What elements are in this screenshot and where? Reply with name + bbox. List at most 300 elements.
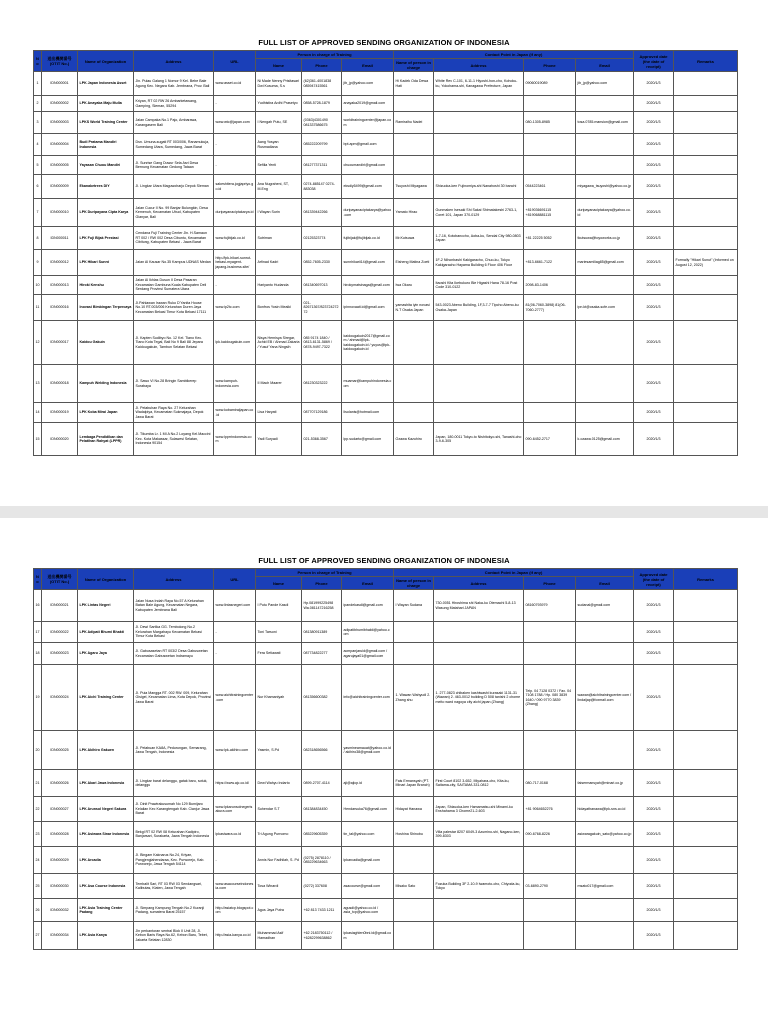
cell-contact-address xyxy=(434,134,524,156)
cell-no: 25 xyxy=(34,874,42,899)
cell-remarks xyxy=(674,96,738,112)
cell-contact-address xyxy=(434,365,524,403)
header-contact-group: Contact Point in Japan (if any) xyxy=(394,569,634,577)
cell-contact-email xyxy=(576,96,634,112)
cell-contact-email[interactable]: sudanal@gmail.com xyxy=(576,590,634,622)
cell-org-name: LPK Asia Training Center Padang xyxy=(78,899,134,922)
cell-contact-name xyxy=(394,847,434,874)
cell-contact-name: Iwa Okaru xyxy=(394,276,434,295)
cell-person-email[interactable]: agusdi@yahoo.co.id / asia_tcp@yahoo.com xyxy=(342,899,394,922)
cell-org-name: Inovasi Bimbingan Terpercaya xyxy=(78,295,134,321)
cell-person-name: Ni Made Nenny Prisitasari Dwi Kusuma, S.s xyxy=(256,72,302,96)
header-remarks: Remarks xyxy=(674,51,738,72)
cell-contact-name: Fais Ermansyah (PT. Minari Japan Branch) xyxy=(394,770,434,797)
table-row xyxy=(34,250,738,276)
cell-contact-email xyxy=(576,403,634,423)
cell-contact-email[interactable]: duripayanaciptakarya@yahoo.co.id xyxy=(576,199,634,227)
cell-contact-name xyxy=(394,622,434,643)
cell-approved-date: 2020/1/3 xyxy=(634,276,674,295)
cell-otit-no: IDN000029 xyxy=(42,847,78,874)
cell-contact-name: Yamato Hirao xyxy=(394,199,434,227)
table-row xyxy=(34,276,738,295)
cell-no: 18 xyxy=(34,643,42,665)
cell-no: 10 xyxy=(34,276,42,295)
cell-address: Jl. Simpang Kampung Tengah No.2 Kuranji Padang, sumatera Barat 25157 xyxy=(134,899,214,922)
cell-url[interactable]: www.lpk-akihiro.com xyxy=(214,731,256,770)
cell-contact-address xyxy=(434,156,524,175)
cell-contact-phone: 03-6890-2790 xyxy=(524,874,576,899)
cell-address: Jl. Pelabuhan Raya No. 27 Kelurahan Wadalpiya, Kecamatan Sukmajaya, Depok Jawa Barat xyxy=(134,403,214,423)
table-row xyxy=(34,295,738,321)
cell-person-phone: 0274-885147 0274-883038 xyxy=(302,175,342,199)
cell-person-phone: +62 813 7433 1211 xyxy=(302,899,342,922)
cell-person-phone: 081277371311 xyxy=(302,156,342,175)
cell-url[interactable]: lpkasiwara.co.id xyxy=(214,822,256,847)
cell-contact-phone: 090-6768-8226 xyxy=(524,822,576,847)
cell-otit-no: IDN000020 xyxy=(42,423,78,456)
header-org-name: Name of Organization xyxy=(78,51,134,72)
cell-remarks xyxy=(674,899,738,922)
cell-contact-phone: 080-1305-8985 xyxy=(524,112,576,134)
cell-contact-phone xyxy=(524,847,576,874)
table-row xyxy=(34,227,738,250)
cell-address: Jl. Kapten Sudibyo No. 12 Kel. Tiano Kec. Tiano Kota Tegal, Bali No 9 Bali 88 Jepara Kaidougakuin, Tambun Selatan Bekasi xyxy=(134,321,214,365)
cell-org-name: LPK Arcadia xyxy=(78,847,134,874)
cell-approved-date: 2020/1/3 xyxy=(634,96,674,112)
cell-url[interactable]: www.lpprrindonesia.com xyxy=(214,423,256,456)
cell-contact-address: Japan, 180-0011 Tokyo-to Nishitokyo-shi, Tanashi-cho 3-9-6-305 xyxy=(434,423,524,456)
cell-contact-phone: 08160793979 xyxy=(524,590,576,622)
cell-url[interactable]: sakeshitera.jogjapriyo.go.id xyxy=(214,175,256,199)
cell-remarks xyxy=(674,276,738,295)
cell-contact-phone: 090-6452-2717 xyxy=(524,423,576,456)
cell-remarks xyxy=(674,72,738,96)
cell-person-email[interactable]: muamar@kampuhindonesia.com xyxy=(342,365,394,403)
cell-contact-email xyxy=(576,321,634,365)
cell-contact-phone xyxy=(524,96,576,112)
cell-person-name: Yadi Suryadi xyxy=(256,423,302,456)
header-org-name: Name of Organization xyxy=(78,569,134,590)
cell-contact-email[interactable]: tkutsuwa@toyoworks.co.jp xyxy=(576,227,634,250)
cell-person-name: Muhammad Asif Hamadhan xyxy=(256,922,302,950)
cell-url[interactable]: duripayanaciptakarya.id xyxy=(214,199,256,227)
cell-contact-address xyxy=(434,96,524,112)
cell-person-email[interactable]: lpkarcadia@gmail.com xyxy=(342,847,394,874)
cell-contact-email xyxy=(576,922,634,950)
cell-contact-phone: 09060019089 xyxy=(524,72,576,96)
cell-contact-email[interactable]: k.ozawa.0125@gmail.com xyxy=(576,423,634,456)
table-row xyxy=(34,134,738,156)
cell-contact-address xyxy=(434,112,524,134)
cell-contact-email[interactable]: faisermansyah@minari.co.jp xyxy=(576,770,634,797)
cell-contact-name xyxy=(394,321,434,365)
header-approved-date: Approved date (the date of receipt) xyxy=(634,569,674,590)
cell-remarks xyxy=(674,643,738,665)
cell-person-name: Yasmin, S.Pd xyxy=(256,731,302,770)
cell-person-email[interactable]: info@aichitrainingcenter.com xyxy=(342,665,394,731)
cell-person-phone: 081356600382 xyxy=(302,665,342,731)
cell-person-phone: (62)361-4001838 085947415561 xyxy=(302,72,342,96)
cell-approved-date: 2020/1/3 xyxy=(634,622,674,643)
cell-person-phone: 081384834450 xyxy=(302,797,342,822)
cell-otit-no: IDN000025 xyxy=(42,731,78,770)
cell-person-phone: 081339442266 xyxy=(302,199,342,227)
cell-person-email[interactable]: lpp.sudarto@gmail.com xyxy=(342,423,394,456)
cell-contact-name xyxy=(394,731,434,770)
cell-contact-address xyxy=(434,622,524,643)
header-contact-name: Name of person in charge xyxy=(394,59,434,72)
cell-contact-email[interactable]: msato017@gmail.com xyxy=(576,874,634,899)
cell-contact-email[interactable]: ipn.kt@osaka-scfe.com xyxy=(576,295,634,321)
cell-url: - xyxy=(214,622,256,643)
cell-person-email[interactable]: lpkasiaghlen0bni.id@gmail.com xyxy=(342,922,394,950)
cell-approved-date: 2020/1/3 xyxy=(634,175,674,199)
document-title: FULL LIST OF APPROVED SENDING ORGANIZATION OF INDONESIA xyxy=(258,38,510,47)
cell-person-phone: (0275) 2878110 / 085229634663 xyxy=(302,847,342,874)
cell-url: - xyxy=(214,156,256,175)
header-contact-email: Email xyxy=(576,59,634,72)
cell-contact-phone: 2098-83-1406 xyxy=(524,276,576,295)
cell-remarks xyxy=(674,156,738,175)
cell-contact-email[interactable]: tosa.0785.mansion@gmail.com xyxy=(576,112,634,134)
cell-remarks xyxy=(674,922,738,950)
cell-org-name: LPK Anayaka Maju Mulia xyxy=(78,96,134,112)
cell-no: 1 xyxy=(34,72,42,96)
cell-person-email[interactable]: worldtrainingcenter@japan.com xyxy=(342,112,394,134)
header-contact-phone: Phone xyxy=(524,59,576,72)
cell-person-phone: 085222209799 xyxy=(302,134,342,156)
cell-person-email[interactable]: ipandekasdi@gmail.com xyxy=(342,590,394,622)
cell-contact-address: 730-0051 Hiroshima shi Naka-ku Otemachi 5-8-13 Wasung Matahari JAPAN xyxy=(434,590,524,622)
cell-url[interactable]: www.fujibijak.co.id xyxy=(214,227,256,250)
header-person-email: Email xyxy=(342,59,394,72)
cell-remarks xyxy=(674,227,738,250)
cell-contact-address xyxy=(434,847,524,874)
cell-remarks xyxy=(674,874,738,899)
cell-otit-no: IDN000012 xyxy=(42,250,78,276)
header-person-email: Email xyxy=(342,577,394,590)
cell-contact-address xyxy=(434,731,524,770)
cell-person-phone: 087707129186 xyxy=(302,403,342,423)
cell-org-name: LPK Adipati Bhumi Bhakti xyxy=(78,622,134,643)
cell-contact-name xyxy=(394,403,434,423)
cell-person-email[interactable]: sunnhikarii14@gmail.com xyxy=(342,250,394,276)
cell-url: - xyxy=(214,134,256,156)
cell-person-email[interactable]: fujibijak@fujibijak.co.id xyxy=(342,227,394,250)
cell-person-email[interactable]: kaidougakuin2017@gmail.com / ahmad@lpk-kaidougakuin.id / yuyus@lpk-kaidougakuin.id xyxy=(342,321,394,365)
cell-person-phone: 085 9174 1840 / 0813-6131-5869 / 0878-9497-7322 xyxy=(302,321,342,365)
cell-contact-phone: 080-717-0168 xyxy=(524,770,576,797)
cell-person-phone: 02125323774 xyxy=(302,227,342,250)
cell-person-email[interactable]: ipinnovaati.id@gmail.com xyxy=(342,295,394,321)
cell-otit-no: IDN000010 xyxy=(42,199,78,227)
cell-otit-no: IDN000004 xyxy=(42,134,78,156)
header-no: No xyxy=(34,51,42,72)
cell-person-name: II Mach Maarer xyxy=(256,365,302,403)
cell-address: Jalan Nusa Indah Raya No.57 A Kelurahan Batan Bale Agung, Kecamatan Negara, Kabupaten Jembrana Bali xyxy=(134,590,214,622)
cell-contact-address: Fozuka Building 3F 2-10-9 Iwamoto-cho, Chiyoda-ku, Tokyo xyxy=(434,874,524,899)
table-row xyxy=(34,643,738,665)
page-separator xyxy=(0,506,768,518)
cell-otit-no: IDN000019 xyxy=(42,403,78,423)
cell-approved-date: 2020/1/3 xyxy=(634,822,674,847)
cell-contact-email xyxy=(576,731,634,770)
header-person-name: Name xyxy=(256,577,302,590)
cell-otit-no: IDN000017 xyxy=(42,321,78,365)
cell-otit-no: IDN000021 xyxy=(42,590,78,622)
organization-table xyxy=(33,50,738,456)
cell-remarks xyxy=(674,365,738,403)
cell-contact-name xyxy=(394,922,434,950)
cell-contact-address: Shizuoka-ken Fujinomiya-shi Nanahoshi 30 banchi xyxy=(434,175,524,199)
cell-remarks xyxy=(674,112,738,134)
cell-person-name: Tosa Winardi xyxy=(256,874,302,899)
cell-person-phone: 081230323222 xyxy=(302,365,342,403)
cell-org-name: LPK Duripayana Cipta Karya xyxy=(78,199,134,227)
cell-org-name: LPK Koba Mirai Japan xyxy=(78,403,134,423)
cell-contact-phone: 81(06-7060-3898) 81(06-7060-2777) xyxy=(524,295,576,321)
cell-person-name: Arfinad Kadri xyxy=(256,250,302,276)
cell-otit-no: IDN000018 xyxy=(42,365,78,403)
cell-person-phone: 081380911389 xyxy=(302,622,342,643)
cell-person-name: Lisa Haryati xyxy=(256,403,302,423)
cell-otit-no: IDN000011 xyxy=(42,227,78,250)
cell-approved-date: 2020/1/3 xyxy=(634,321,674,365)
cell-remarks xyxy=(674,770,738,797)
cell-person-phone: 0852-7605-2330 xyxy=(302,250,342,276)
cell-address: Jalan Al Kausar No.35 Kampus UDNAS Medan xyxy=(134,250,214,276)
cell-contact-address: 1. 277-0823 chibaken kashiwashi kurasaki 1131-31 (Wawan) 2. 463-0012 building D 508 tanishi 2 chome meito ward nagoya city aichi japan (Zhang) xyxy=(434,665,524,731)
cell-approved-date: 2020/1/3 xyxy=(634,847,674,874)
cell-url[interactable]: www.lintasnegeri.com xyxy=(214,590,256,622)
cell-person-name: I Putu Pande Kasdi xyxy=(256,590,302,622)
cell-person-email[interactable]: hirokymatsinaga@gmail.com xyxy=(342,276,394,295)
header-otit-no-en: (OTIT No.) xyxy=(49,61,70,66)
cell-otit-no: IDN000003 xyxy=(42,112,78,134)
cell-contact-name xyxy=(394,134,434,156)
cell-approved-date: 2020/1/3 xyxy=(634,365,674,403)
cell-contact-name: Ramiraihu Nadei xyxy=(394,112,434,134)
header-person-group: Person in charge of Training xyxy=(256,569,394,577)
cell-person-email[interactable]: lisolanis@hotmail.com xyxy=(342,403,394,423)
cell-contact-phone xyxy=(524,134,576,156)
document-title: FULL LIST OF APPROVED SENDING ORGANIZATION OF INDONESIA xyxy=(258,556,510,565)
table-row xyxy=(34,797,738,822)
cell-url[interactable]: www.kampuh-indonesia.com xyxy=(214,365,256,403)
table-row xyxy=(34,899,738,922)
cell-url[interactable]: http://asiatcp.blogspot.com xyxy=(214,899,256,922)
cell-person-email[interactable]: yasmineamauat@yahoo.co.id / akihiro38@gmail.com xyxy=(342,731,394,770)
cell-remarks xyxy=(674,403,738,423)
cell-approved-date: 2020/1/3 xyxy=(634,731,674,770)
cell-org-name: Kaidou Gakuin xyxy=(78,321,134,365)
cell-address: Jl. Sunrise Gang Duwur Sela Asri Desa Bernung Kecamatan Gedong Tataan xyxy=(134,156,214,175)
cell-url[interactable]: lpk.kaidougakuin.com xyxy=(214,321,256,365)
cell-url[interactable]: www.lpkarunsolnegerisakura.com xyxy=(214,797,256,822)
cell-contact-phone: +81 22225 5052 xyxy=(524,227,576,250)
table-row xyxy=(34,175,738,199)
cell-address: Jl. Puia Mangga RT. 002 RW. 009, Kelurahan Gisigel, Kecamatan Lima, Kota Depok, Provinsi Jawa Barat xyxy=(134,665,214,731)
cell-contact-address: 1F-2 Nihonbashi Kakigaracho, Chuo-ku, Tokyo Kakigaracho Hayama Building 6 Floor 406 Floor xyxy=(434,250,524,276)
table-row xyxy=(34,731,738,770)
cell-contact-email[interactable]: jib_jp@yahoo.com xyxy=(576,72,634,96)
header-url: URL xyxy=(214,569,256,590)
cell-url[interactable]: www.aichitrainingcenter.com xyxy=(214,665,256,731)
header-contact-name: Name of person in charge xyxy=(394,577,434,590)
cell-remarks xyxy=(674,295,738,321)
cell-address: Jl. Lingkar barat delanggu, gatak baru, sotuk, delanggu xyxy=(134,770,214,797)
cell-contact-email[interactable]: mariesamiliag85@gmail.com xyxy=(576,250,634,276)
cell-person-name: Agus Jaya Putra xyxy=(256,899,302,922)
cell-no: 4 xyxy=(34,134,42,156)
cell-contact-name: Misako Sato xyxy=(394,874,434,899)
cell-contact-address: Villa palestar 8207 6049-3 Azumino-shi, Nagano-ken, 399-8303 xyxy=(434,822,524,847)
cell-person-email[interactable]: jib_jp@yahoo.com xyxy=(342,72,394,96)
cell-remarks xyxy=(674,731,738,770)
cell-contact-name xyxy=(394,643,434,665)
cell-person-name: Bonfros Yosin Meaiki xyxy=(256,295,302,321)
cell-address: Jl. Bingam Kaknarus No.24, Kriyan, Pangjenglahendaraa, Kec. Purworejo, Kab. Purworejo, Jawa Tengah 54114 xyxy=(134,847,214,874)
cell-person-name: Aang Yosyan Rusmadiana xyxy=(256,134,302,156)
cell-org-name: Hiroki Kenshu xyxy=(78,276,134,295)
header-otit-no-jp: 送出機関番号 xyxy=(47,574,72,579)
table-row xyxy=(34,199,738,227)
cell-person-phone: 021-5368-3567 xyxy=(302,423,342,456)
cell-person-email[interactable]: eksdiy5499@gmail.com xyxy=(342,175,394,199)
cell-url[interactable]: https://www.ajc.co.id/ xyxy=(214,770,256,797)
cell-person-email[interactable]: Hendarsuka76@gmail.com xyxy=(342,797,394,822)
cell-otit-no: IDN000034 xyxy=(42,922,78,950)
cell-org-name: Lembaga Pendidikan dan Pelatihan Rahyat (LPPR) xyxy=(78,423,134,456)
cell-contact-email[interactable]: hidayathanawa@lpk-sns.co.id xyxy=(576,797,634,822)
cell-otit-no: IDN000028 xyxy=(42,822,78,847)
cell-contact-name: yamashita iyin novasi N.T Osaka Japan xyxy=(394,295,434,321)
cell-remarks xyxy=(674,199,738,227)
cell-contact-name: Hi Kadek Oda Dewa Hati xyxy=(394,72,434,96)
cell-person-email[interactable]: aji@ajicp.id xyxy=(342,770,394,797)
cell-approved-date: 2020/1/3 xyxy=(634,770,674,797)
cell-otit-no: IDN000013 xyxy=(42,276,78,295)
table-row xyxy=(34,622,738,643)
header-contact-phone: Phone xyxy=(524,577,576,590)
cell-person-phone: 087734822277 xyxy=(302,643,342,665)
cell-person-email[interactable]: bpt.apm@gmail.com xyxy=(342,134,394,156)
cell-org-name: Yayasan Chuou Mandiri xyxy=(78,156,134,175)
cell-person-name: Yudhistira Ardhi Prasetyo xyxy=(256,96,302,112)
cell-no: 20 xyxy=(34,731,42,770)
cell-approved-date: 2020/1/3 xyxy=(634,423,674,456)
cell-remarks xyxy=(674,665,738,731)
cell-org-name: Kampuh Welding Indonesia xyxy=(78,365,134,403)
cell-org-name: LPK Japan Indonesia Asset xyxy=(78,72,134,96)
cell-url[interactable]: http://asia-kanya.co.id xyxy=(214,922,256,950)
cell-url[interactable]: www.asacourseindonesia.com xyxy=(214,874,256,899)
cell-org-name: LPK Arunsol Negeri Sakura xyxy=(78,797,134,822)
cell-address: Cendana Fuji Training Center Jln. H.Samaun RT 002 / RW 002 Desa Cibuntu, Kecamatan Cibitung, Kabupaten Bekasi - Jawa Barat xyxy=(134,227,214,250)
cell-approved-date: 2020/1/3 xyxy=(634,72,674,96)
cell-person-email[interactable]: adipatibhumibhakti@yahoo.com xyxy=(342,622,394,643)
table-row xyxy=(34,321,738,365)
cell-person-email[interactable]: asacourse@gmail.com xyxy=(342,874,394,899)
cell-org-name: LPK Agaru Jaya xyxy=(78,643,134,665)
cell-url[interactable]: www.kobamiraijapan.co.id xyxy=(214,403,256,423)
cell-approved-date: 2020/1/3 xyxy=(634,134,674,156)
cell-address: Jl. Dewi Sartika GG. Tembolong No.2 Kelurahan Margahayu Kecamatan Bekasi Timur Kota Bekasi xyxy=(134,622,214,643)
cell-contact-name: Tsuyoshi Miyagawa xyxy=(394,175,434,199)
cell-url: - xyxy=(214,276,256,295)
cell-otit-no: IDN000005 xyxy=(42,156,78,175)
cell-contact-phone xyxy=(524,156,576,175)
cell-contact-email[interactable]: wawan@aichitrainingcenter.com / lindaijap@foxmail.com xyxy=(576,665,634,731)
table-row xyxy=(34,72,738,96)
cell-approved-date: 2020/1/3 xyxy=(634,156,674,175)
header-otit-no-en: (OTIT No.) xyxy=(49,579,70,584)
cell-approved-date: 2020/1/3 xyxy=(634,590,674,622)
cell-url: - xyxy=(214,96,256,112)
table-row xyxy=(34,423,738,456)
document-page-2 xyxy=(0,518,768,1024)
cell-contact-email[interactable]: asiwaragakuin_sato@yahoo.co.jp xyxy=(576,822,634,847)
table-row xyxy=(34,403,738,423)
cell-person-phone: 021-82671367/82372427272 xyxy=(302,295,342,321)
table-row xyxy=(34,874,738,899)
cell-no: 14 xyxy=(34,403,42,423)
cell-person-email[interactable]: duripayanaciptakarya@yahoo.com xyxy=(342,199,394,227)
cell-contact-phone xyxy=(524,731,576,770)
cell-person-name: Sutriman xyxy=(256,227,302,250)
cell-person-email[interactable]: tin_tal@yahoo.com xyxy=(342,822,394,847)
cell-approved-date: 2020/1/3 xyxy=(634,227,674,250)
cell-person-phone: (0363)4301490 081337586675 xyxy=(302,112,342,134)
cell-url[interactable]: www.wtc@japan.com xyxy=(214,112,256,134)
cell-org-name: LPKS World Training Center xyxy=(78,112,134,134)
header-person-phone: Phone xyxy=(302,59,342,72)
cell-address: Jln. Pulau Galang 1 Nomor 9 Kel. Bebe Bale Agung Kec. Negara Kab. Jembrana, Prov. Bali xyxy=(134,72,214,96)
cell-org-name: LPK Hikari Sunnt xyxy=(78,250,134,276)
cell-no: 6 xyxy=(34,175,42,199)
cell-person-name: Nur Khamaniyah xyxy=(256,665,302,731)
cell-approved-date: 2020/1/3 xyxy=(634,874,674,899)
cell-url[interactable]: www.ip2tc.com xyxy=(214,295,256,321)
cell-url[interactable]: www.asset.co.id xyxy=(214,72,256,96)
header-no: No xyxy=(34,569,42,590)
cell-approved-date: 2020/1/3 xyxy=(634,112,674,134)
cell-person-phone: 0899-2707-4114 xyxy=(302,770,342,797)
cell-contact-email[interactable]: miyagawa_tsuyoshi@yahoo.co.jp xyxy=(576,175,634,199)
cell-url: - xyxy=(214,847,256,874)
cell-remarks xyxy=(674,423,738,456)
table-row xyxy=(34,156,738,175)
header-remarks: Remarks xyxy=(674,569,738,590)
cell-no: 13 xyxy=(34,365,42,403)
cell-person-email[interactable]: chuoumandiri@gmail.com xyxy=(342,156,394,175)
cell-approved-date: 2020/1/3 xyxy=(634,295,674,321)
cell-address: Jl. Dinit Prawirakusumah No 129 Bumijaro Kelalian Kec Karangtengah Kab. Cianjur Jawa Barat xyxy=(134,797,214,822)
cell-otit-no: IDN000009 xyxy=(42,175,78,199)
table-row xyxy=(34,822,738,847)
cell-remarks xyxy=(674,321,738,365)
header-contact-address: Address xyxy=(434,577,524,590)
table-body-page-2 xyxy=(34,590,738,950)
cell-contact-phone xyxy=(524,643,576,665)
cell-person-email[interactable]: acmpanjaruid@gmail.com / agarujaya01@gmail.com xyxy=(342,643,394,665)
cell-otit-no: IDN000024 xyxy=(42,665,78,731)
cell-approved-date: 2020/1/3 xyxy=(634,250,674,276)
cell-person-email[interactable]: anayaka2019@gmail.com xyxy=(342,96,394,112)
cell-contact-address xyxy=(434,321,524,365)
cell-url[interactable]: http://lpk-hikari-sunrut-bekasi-myagent-japang-business.site/ xyxy=(214,250,256,276)
cell-contact-email xyxy=(576,365,634,403)
